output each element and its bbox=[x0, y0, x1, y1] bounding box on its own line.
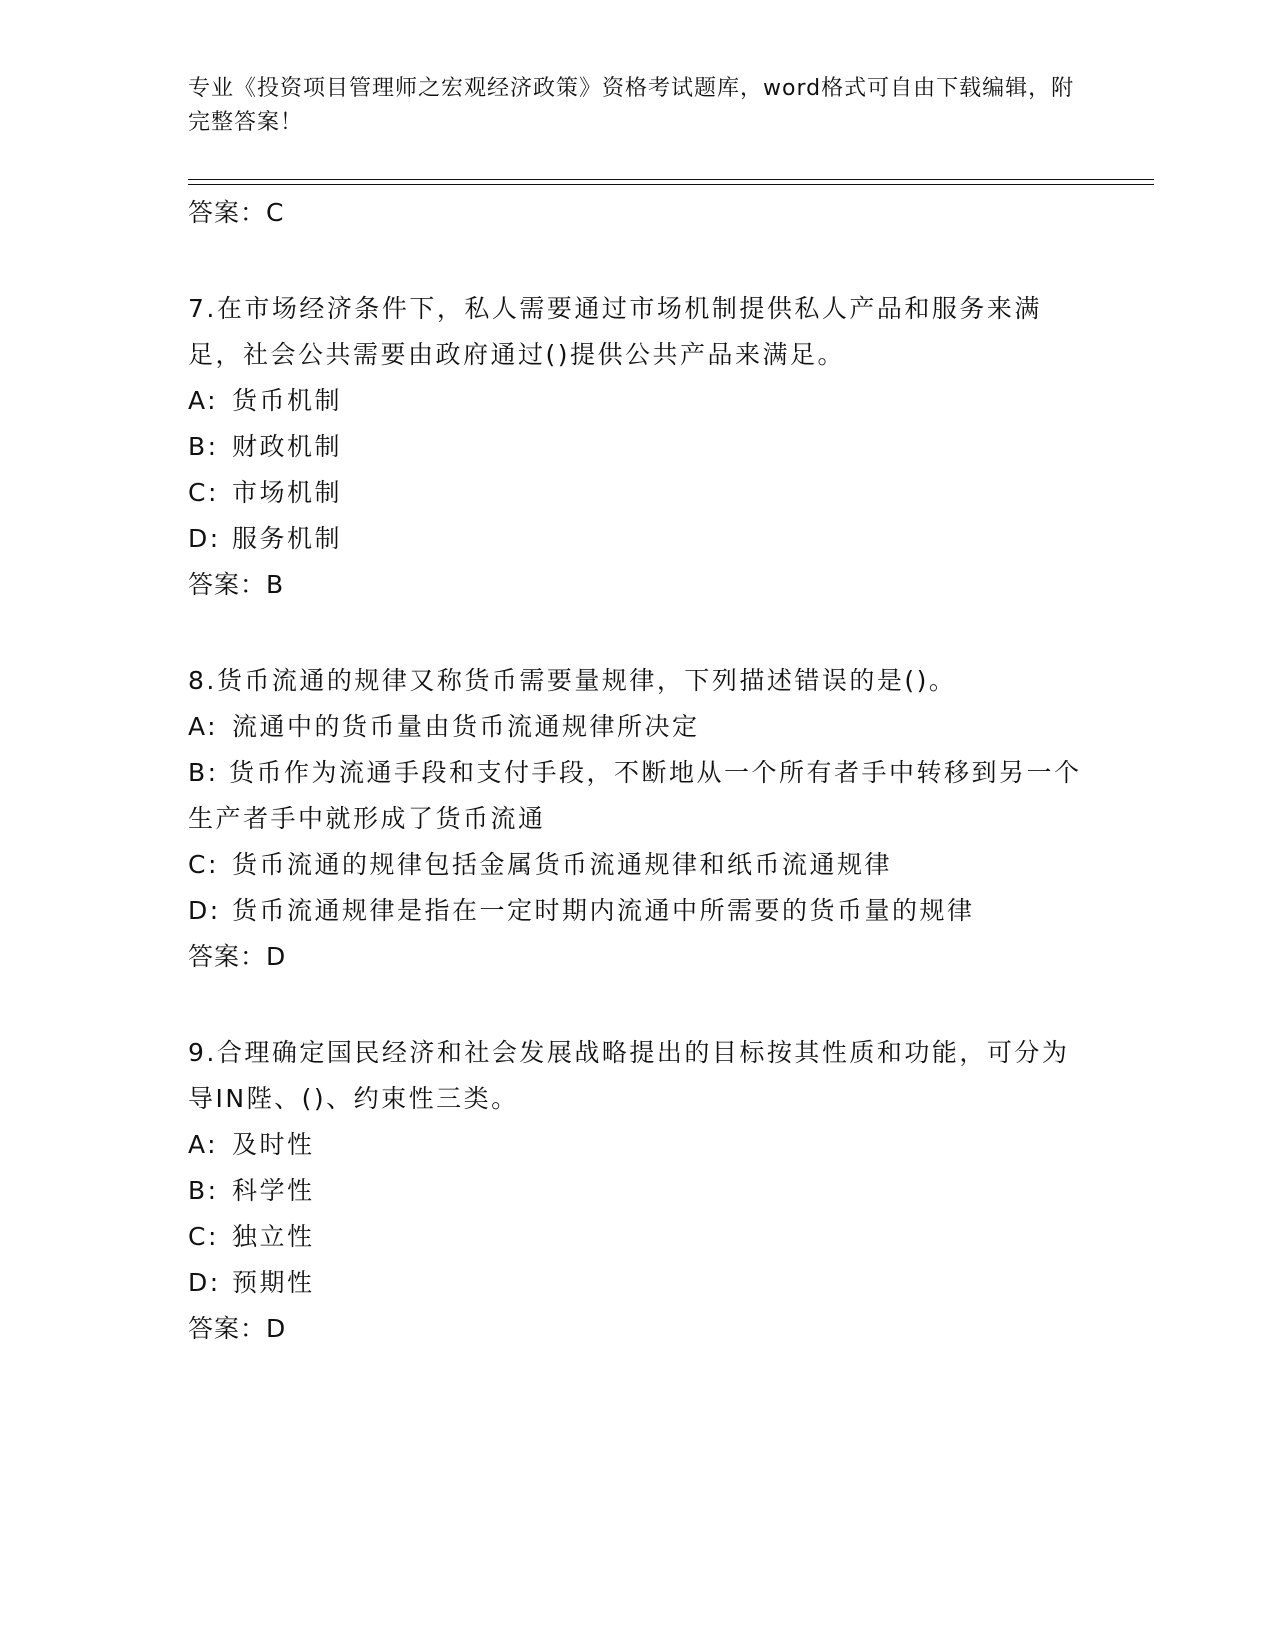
option-key: B: bbox=[188, 1176, 219, 1205]
option-c bbox=[188, 470, 1088, 516]
option-text: 服务机制 bbox=[232, 524, 343, 553]
document-header: 专业《投资项目管理师之宏观经济政策》资格考试题库，word格式可自由下载编辑，附完整答案！ bbox=[188, 76, 1075, 135]
option-c bbox=[188, 1214, 1088, 1260]
option-text: 流通中的货币量由货币流通规律所决定 bbox=[232, 712, 700, 741]
question-text: 7.在市场经济条件下，私人需要通过市场机制提供私人产品和服务来满足，社会公共需要由政府通过()提供公共产品来满足。 bbox=[188, 294, 1042, 369]
option-key: C: bbox=[188, 850, 219, 879]
option-b bbox=[188, 1168, 1088, 1214]
option-key: D: bbox=[188, 896, 221, 925]
option-text: 货币机制 bbox=[232, 386, 343, 415]
option-text: 独立性 bbox=[232, 1222, 315, 1251]
option-text: 货币作为流通手段和支付手段，不断地从一个所有者手中转移到另一个生产者手中就形成了货币流通 bbox=[188, 758, 1082, 833]
option-a bbox=[188, 704, 1088, 750]
answer-line: 答案：C bbox=[188, 198, 285, 227]
option-key: B: bbox=[188, 758, 219, 787]
header-rule-bottom bbox=[188, 184, 1154, 185]
option-key: A: bbox=[188, 386, 219, 415]
option-key: D: bbox=[188, 1268, 221, 1297]
option-text: 货币流通的规律包括金属货币流通规律和纸币流通规律 bbox=[232, 850, 893, 879]
option-key: B: bbox=[188, 432, 219, 461]
document-body bbox=[188, 190, 1088, 1352]
question-text: 9.合理确定国民经济和社会发展战略提出的目标按其性质和功能，可分为导IN陛、()、约束性三类。 bbox=[188, 1038, 1070, 1113]
question-9 bbox=[188, 1030, 1088, 1352]
option-b bbox=[188, 424, 1088, 470]
answer-line: 答案：D bbox=[188, 942, 287, 971]
answer-line: 答案：B bbox=[188, 570, 285, 599]
option-key: A: bbox=[188, 1130, 219, 1159]
option-a bbox=[188, 1122, 1088, 1168]
option-d bbox=[188, 888, 1088, 934]
option-text: 财政机制 bbox=[232, 432, 343, 461]
option-d bbox=[188, 516, 1088, 562]
option-text: 预期性 bbox=[232, 1268, 315, 1297]
option-text: 及时性 bbox=[232, 1130, 315, 1159]
option-key: A: bbox=[188, 712, 219, 741]
option-a bbox=[188, 378, 1088, 424]
question-text: 8.货币流通的规律又称货币需要量规律，下列描述错误的是()。 bbox=[188, 666, 957, 695]
header-rule-top bbox=[188, 179, 1154, 180]
question-7 bbox=[188, 286, 1088, 608]
option-b bbox=[188, 750, 1088, 842]
question-8 bbox=[188, 658, 1088, 980]
answer-line: 答案：D bbox=[188, 1314, 287, 1343]
option-text: 市场机制 bbox=[232, 478, 343, 507]
option-c bbox=[188, 842, 1088, 888]
option-key: D: bbox=[188, 524, 221, 553]
option-text: 货币流通规律是指在一定时期内流通中所需要的货币量的规律 bbox=[232, 896, 975, 925]
option-key: C: bbox=[188, 478, 219, 507]
option-key: C: bbox=[188, 1222, 219, 1251]
option-d bbox=[188, 1260, 1088, 1306]
option-text: 科学性 bbox=[232, 1176, 315, 1205]
